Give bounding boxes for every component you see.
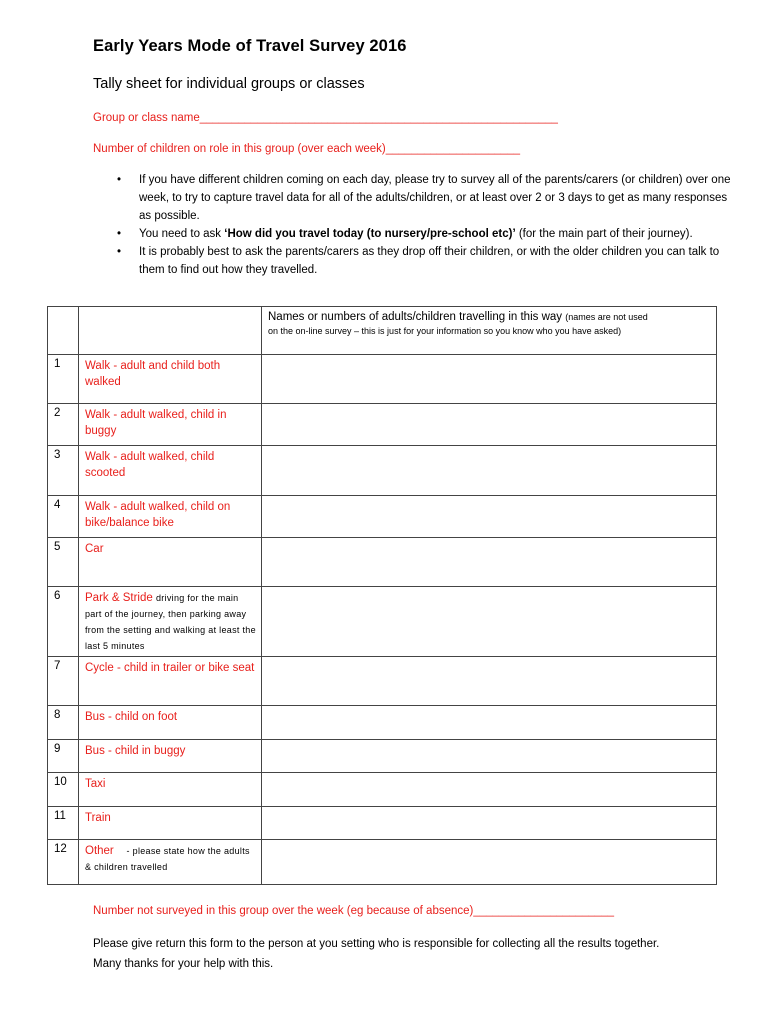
row-number: 5 xyxy=(48,538,79,587)
return-instructions: Please give return this form to the person at you setting who is responsible for collecting all the results together. Many thanks for your help with this. xyxy=(93,938,660,970)
row-number: 11 xyxy=(48,807,79,840)
travel-mode-label: Bus - child in buggy xyxy=(79,740,262,773)
table-header-row xyxy=(48,307,717,355)
table-row xyxy=(48,355,717,404)
travel-mode-label: Walk - adult walked, child on bike/balance bike xyxy=(79,496,262,538)
travel-mode-label: Walk - adult walked, child scooted xyxy=(79,446,262,496)
table-row xyxy=(48,840,717,885)
row-number: 8 xyxy=(48,706,79,740)
table-row xyxy=(48,706,717,740)
row-number: 9 xyxy=(48,740,79,773)
instructions-list xyxy=(93,171,739,279)
row-number: 2 xyxy=(48,404,79,446)
travel-mode-name: Park & Stride xyxy=(85,592,153,604)
table-row xyxy=(48,587,717,657)
travel-mode-label: Walk - adult and child both walked xyxy=(79,355,262,404)
tally-entry-cell[interactable] xyxy=(262,807,717,840)
tally-entry-cell[interactable] xyxy=(262,355,717,404)
tally-entry-cell[interactable] xyxy=(262,404,717,446)
instruction-question: ‘How did you travel today (to nursery/pre-school etc)’ xyxy=(224,228,516,240)
tally-entry-cell[interactable] xyxy=(262,496,717,538)
instruction-text: You need to ask xyxy=(139,228,225,240)
travel-mode-label: Cycle - child in trailer or bike seat xyxy=(79,657,262,706)
tally-entry-cell[interactable] xyxy=(262,773,717,807)
table-row xyxy=(48,807,717,840)
tally-entry-cell[interactable] xyxy=(262,587,717,657)
row-number: 1 xyxy=(48,355,79,404)
header-empty-cell xyxy=(48,307,79,355)
instruction-text: (for the main part of their journey). xyxy=(515,228,693,240)
row-number: 4 xyxy=(48,496,79,538)
header-names-label: Names or numbers of adults/children travelling in this way xyxy=(268,311,563,323)
instruction-item xyxy=(139,225,739,243)
row-number: 3 xyxy=(48,446,79,496)
header-names-cell xyxy=(262,307,717,355)
absence-count-field[interactable]: Number not surveyed in this group over the week (eg because of absence)______________________ xyxy=(93,905,615,917)
table-row xyxy=(48,446,717,496)
row-number: 10 xyxy=(48,773,79,807)
travel-mode-label: Car xyxy=(79,538,262,587)
travel-mode-label: Bus - child on foot xyxy=(79,706,262,740)
tally-entry-cell[interactable] xyxy=(262,706,717,740)
travel-mode-label xyxy=(79,840,262,885)
travel-mode-label: Walk - adult walked, child in buggy xyxy=(79,404,262,446)
table-row xyxy=(48,657,717,706)
tally-entry-cell[interactable] xyxy=(262,740,717,773)
tally-entry-cell[interactable] xyxy=(262,446,717,496)
tally-entry-cell[interactable] xyxy=(262,657,717,706)
header-note-inline: (names are not used xyxy=(565,312,648,322)
row-number: 6 xyxy=(48,587,79,657)
tally-table xyxy=(47,306,717,885)
row-number: 7 xyxy=(48,657,79,706)
header-note: on the on-line survey – this is just for your information so you know who you have asked) xyxy=(268,326,622,336)
tally-entry-cell[interactable] xyxy=(262,840,717,885)
row-number: 12 xyxy=(48,840,79,885)
table-row xyxy=(48,496,717,538)
table-row xyxy=(48,404,717,446)
table-row xyxy=(48,773,717,807)
instruction-item: • If you have different children coming on each day, please try to survey all of the parents/carers (or children) over one week, to try to capture travel data for all of the adults/children, or at least over 2 or 3 days to get as many responses as possible. xyxy=(139,171,739,225)
travel-mode-label xyxy=(79,587,262,657)
page-subtitle: Tally sheet for individual groups or classes xyxy=(93,76,365,92)
instruction-item: • It is probably best to ask the parents/carers as they drop off their children, or with the older children you can talk to them to find out how they travelled. xyxy=(139,243,739,279)
header-empty-cell xyxy=(79,307,262,355)
travel-mode-note: - please state how the adults & children travelled xyxy=(85,846,250,872)
table-row xyxy=(48,538,717,587)
travel-mode-label: Taxi xyxy=(79,773,262,807)
children-on-role-field[interactable]: Number of children on role in this group (over each week)_____________________ xyxy=(93,143,521,155)
travel-mode-name: Other xyxy=(85,845,114,857)
page-title: Early Years Mode of Travel Survey 2016 xyxy=(93,37,407,55)
tally-entry-cell[interactable] xyxy=(262,538,717,587)
travel-mode-note: driving for the main part of the journey, then parking away from the setting and walking at least the last 5 minutes xyxy=(85,593,256,651)
table-row xyxy=(48,740,717,773)
travel-mode-label: Train xyxy=(79,807,262,840)
group-name-field[interactable]: Group or class name________________________________________________________ xyxy=(93,112,558,124)
